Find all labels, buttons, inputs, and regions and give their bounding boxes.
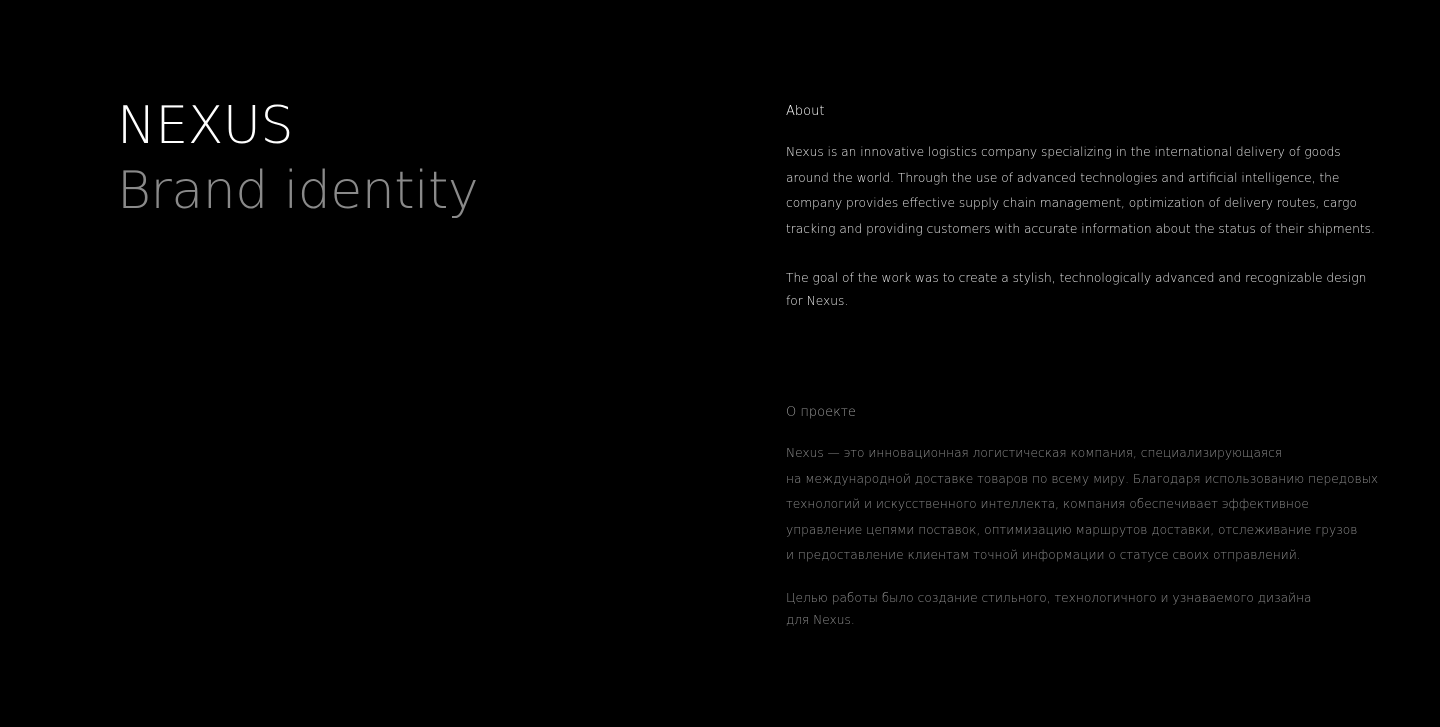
text-line: управление цепями поставок, оптимизацию маршрутов доставки, отслеживание грузов [786,522,1358,537]
text-line: Целью работы было создание стильного, технологичного и узнаваемого дизайна [786,590,1312,605]
about-paragraph-ru-2 [786,587,1346,632]
brand-title: NEXUS [117,96,293,156]
text-line: The goal of the work was to create a stylish, technologically advanced and recognizable design [786,271,1367,286]
text-line: Nexus — это инновационная логистическая компания, специализирующаяся [786,446,1283,460]
about-section-ru [786,403,1379,632]
brand-subtitle: Brand identity [117,161,479,221]
brand-block [117,96,478,226]
about-paragraph-en-2 [786,267,1367,312]
text-line: Nexus is an innovative logistics company specializing in the international delivery of goods [786,145,1341,159]
text-line: company provides effective supply chain management, optimization of delivery routes, cargo [786,196,1357,211]
about-heading-en: About [786,104,825,119]
text-line: for Nexus. [786,293,849,308]
text-line: на международной доставке товаров по всему миру. Благодаря использованию передовых [786,471,1379,486]
about-heading-ru: О проекте [786,405,856,420]
about-paragraph-en-1 [786,140,1375,242]
text-line: технологий и искусственного интеллекта, компания обеспечивает эффективное [786,497,1309,512]
text-line: around the world. Through the use of advanced technologies and artificial intelligence, the [786,170,1340,185]
about-paragraph-ru-1 [786,441,1379,569]
about-section-en [786,102,1375,312]
text-line: для Nexus. [786,613,855,628]
text-line: tracking and providing customers with accurate information about the status of their shipments. [786,221,1375,236]
text-line: и предоставление клиентам точной информации о статусе своих отправлений. [786,548,1301,563]
